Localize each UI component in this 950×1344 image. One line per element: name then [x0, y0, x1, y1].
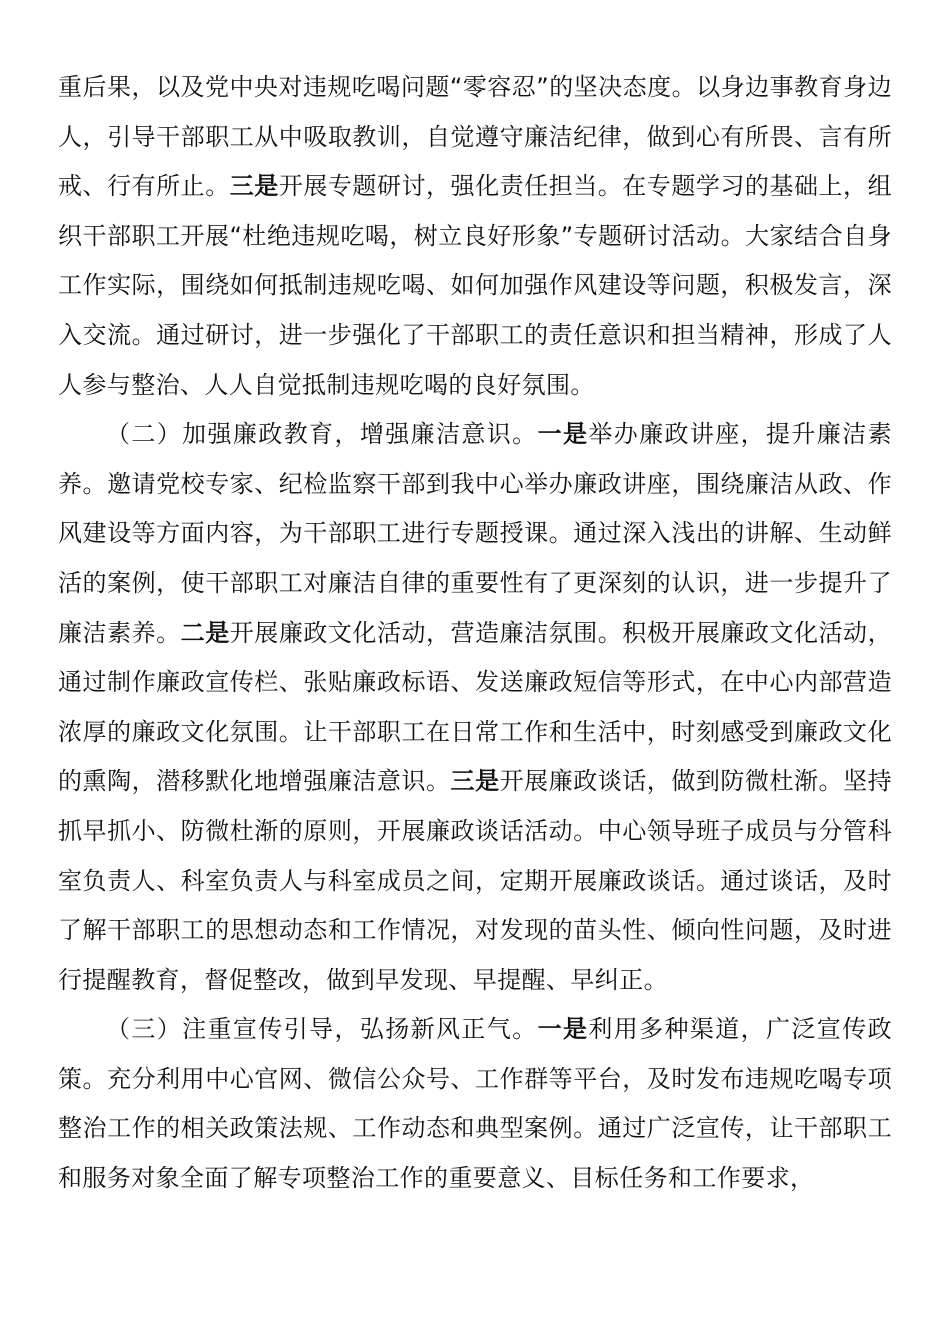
section-heading: （二）加强廉政教育，增强廉洁意识。	[106, 420, 538, 449]
paragraph-text: 开展廉政谈话，做到防微杜渐。坚持抓早抓小、防微杜渐的原则，开展廉政谈话活动。中心领导班子成员与分管科室负责人、科室负责人与科室成员之间，定期开展廉政谈话。通过谈话，及时了解干部职工的思想动态和工作情况，对发现的苗头性、倾向性问题，及时进行提醒教育，督促整改，做到早发现、早提醒、早纠正。	[58, 767, 892, 994]
paragraph-3	[58, 1005, 892, 1203]
paragraph-text: 开展专题研讨，强化责任担当。在专题学习的基础上，组织干部职工开展“杜绝违规吃喝，树立良好形象”专题研讨活动。大家结合自身工作实际，围绕如何抵制违规吃喝、如何加强作风建设等问题，积极发言，深入交流。通过研讨，进一步强化了干部职工的责任意识和担当精神，形成了人人参与整治、人人自觉抵制违规吃喝的良好氛围。	[58, 172, 892, 399]
paragraph-text: 开展廉政文化活动，营造廉洁氛围。积极开展廉政文化活动，通过制作廉政宣传栏、张贴廉政标语、发送廉政短信等形式，在中心内部营造浓厚的廉政文化氛围。让干部职工在日常工作和生活中，时刻感受到廉政文化的熏陶，潜移默化地增强廉洁意识。	[58, 618, 892, 796]
emphasis-label: 一是	[537, 1015, 589, 1044]
paragraph-text: 举办廉政讲座，提升廉洁素养。邀请党校专家、纪检监察干部到我中心举办廉政讲座，围绕廉洁从政、作风建设等方面内容，为干部职工进行专题授课。通过深入浅出的讲解、生动鲜活的案例，使干部职工对廉洁自律的重要性有了更深刻的认识，进一步提升了廉洁素养。	[58, 420, 892, 647]
section-heading: （三）注重宣传引导，弘扬新风正气。	[106, 1015, 538, 1044]
paragraph-text: 重后果，以及党中央对违规吃喝问题“零容忍”的坚决态度。以身边事教育身边人，引导干部职工从中吸取教训，自觉遵守廉洁纪律，做到心有所畏、言有所戒、行有所止。	[58, 73, 892, 201]
paragraph-text: 利用多种渠道，广泛宣传政策。充分利用中心官网、微信公众号、工作群等平台，及时发布违规吃喝专项整治工作的相关政策法规、工作动态和典型案例。通过广泛宣传，让干部职工和服务对象全面了解专项整治工作的重要意义、目标任务和工作要求，	[58, 1015, 892, 1193]
paragraph-2	[58, 410, 892, 1005]
emphasis-label: 三是	[450, 767, 500, 796]
emphasis-label: 三是	[229, 172, 279, 201]
document-page	[58, 63, 892, 1204]
emphasis-label: 一是	[537, 420, 589, 449]
emphasis-label: 二是	[180, 618, 230, 647]
paragraph-1	[58, 63, 892, 410]
